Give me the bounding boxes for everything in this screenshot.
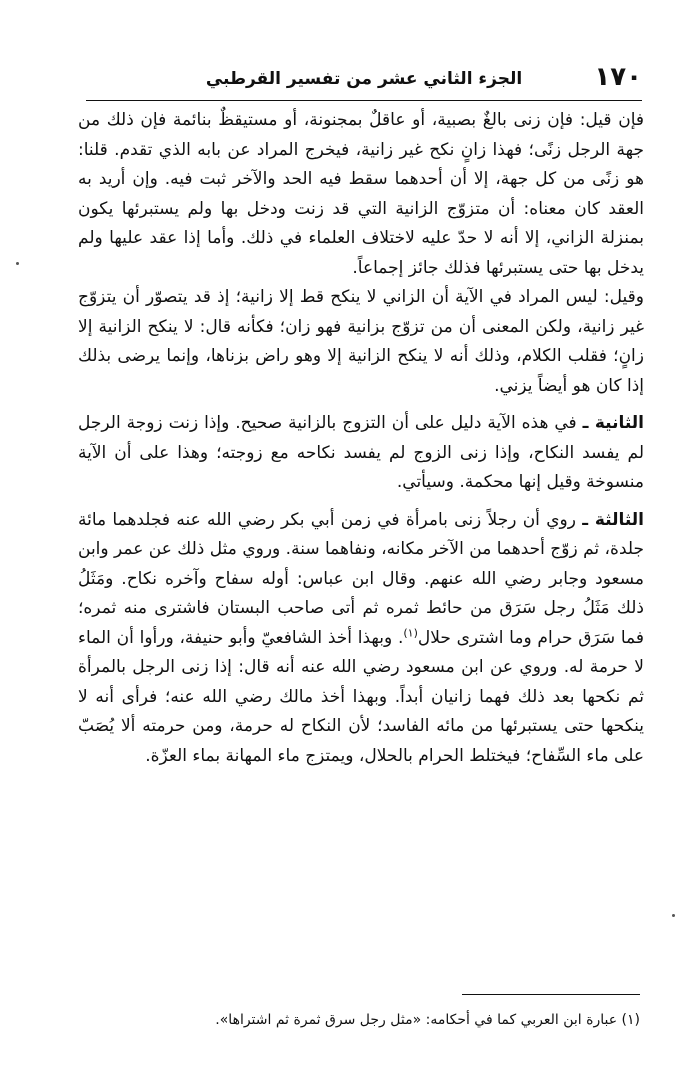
main-text	[78, 106, 644, 771]
paragraph-3-text: في هذه الآية دليل على أن التزوج بالزانية صحيح. وإذا زنت زوجة الرجل لم يفسد النكاح، وإذا زنى الزوج لم يفسد نكاحه مع زوجته؛ وهذا على أن الآية منسوخة وقيل إنها محكمة. وسيأتي.	[78, 413, 644, 492]
paragraph-4-text-a: روي أن رجلاً زنى بامرأة في زمن أبي بكر رضي الله عنه فجلدهما مائة جلدة، ثم زوّج أحدهما من الآخر مكانه، ونفاهما سنة. وروي مثل ذلك عن عمر وابن مسعود وجابر رضي الله عنهم. وقال ابن عباس: أوله سفاح وآخره نكاح. ومَثَلُ ذلك مَثَلُ رجل سَرَق من حائط ثمره ثم أتى صاحب البستان فاشترى منه ثمره؛ فما سَرَق حرام وما اشترى حلال	[78, 509, 645, 648]
paragraph-1: فإن قيل: فإن زنى بالغٌ بصبية، أو عاقلٌ بمجنونة، أو مستيقظٌ بنائمة فإن ذلك من جهة الرجل زنًى؛ فهذا زانٍ نكح غير زانية، فيخرج المراد عن بابه الذي تقدم. قلنا: هو زنًى من كل جهة، إلا أن أحدهما سقط فيه الحد والآخر ثبت فيه. وإن أريد به العقد كان معناه: أن متزوّج الزانية التي قد زنت ودخل بها ولم يستبرئها يكون بمنزلة الزاني، إلا أنه لا حدّ عليه لاختلاف العلماء في ذلك. وأما إذا عقد عليها ولم يدخل بها حتى يستبرئها فذلك جائز إجماعاً.	[78, 110, 644, 278]
footnote-reference[interactable]: (١)	[403, 625, 418, 639]
issue-heading-third: الثالثة ـ	[582, 509, 644, 530]
paragraph-second-issue	[78, 409, 644, 498]
page-header	[86, 60, 642, 100]
header-rule	[86, 100, 642, 101]
scan-speck	[16, 262, 19, 265]
paragraph-4-text-b: . وبهذا أخذ الشافعيّ وأبو حنيفة، ورأوا أن الماء لا حرمة له. وروي عن ابن مسعود رضي الله عنه أنه قال: إذا زنى الرجل بالمرأة ثم نكحها بعد ذلك فهما زانيان أبداً. وبهذا أخذ مالك رضي الله عنه؛ فرأى أنه لا ينكحها حتى يستبرئها من مائه الفاسد؛ لأن النكاح له حرمة، ومن حرمته ألا يُصَبّ على ماء السِّفاح؛ فيختلط الحرام بالحلال، ويمتزج ماء المهانة بماء العزّة.	[78, 627, 644, 766]
footnote: (١) عبارة ابن العربي كما في أحكامه: «مثل رجل سرق ثمرة ثم اشتراها».	[215, 1012, 640, 1028]
issue-heading-second: الثانية ـ	[582, 413, 644, 433]
paragraph-third-issue	[78, 506, 644, 772]
paragraph-2: وقيل: ليس المراد في الآية أن الزاني لا ينكح قط إلا زانية؛ إذ قد يتصوّر أن يتزوّج غير زانية، ولكن المعنى أن من تزوّج بزانية فهو زان؛ فكأنه قال: لا ينكح الزانية إلا زانٍ؛ فقلب الكلام، وذلك أنه لا ينكح الزانية إلا وهو راض بزناها، وإنما يرضى بذلك إذا كان هو أيضاً يزني.	[78, 287, 644, 396]
page-number: ١٧٠	[594, 62, 642, 92]
running-title: الجزء الثاني عشر من تفسير القرطبي	[205, 69, 523, 89]
footnote-rule	[462, 994, 640, 995]
scan-speck	[672, 914, 675, 917]
